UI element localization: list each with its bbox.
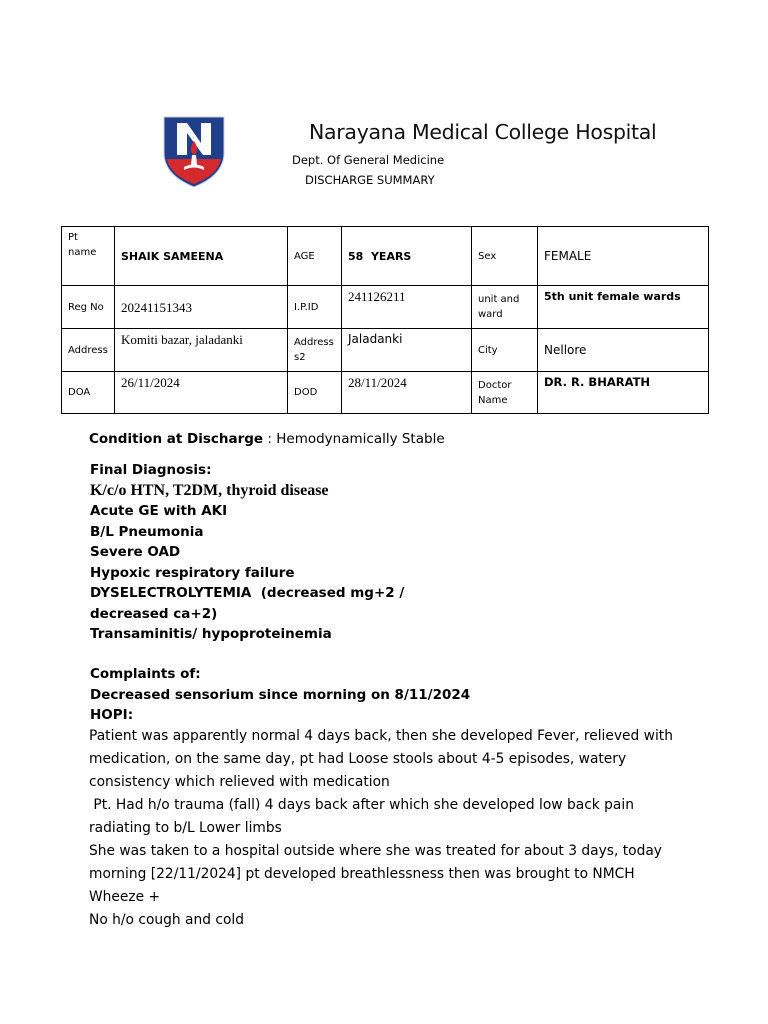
- hospital-name: Narayana Medical College Hospital: [309, 120, 657, 144]
- diagnosis-item: Transaminitis/ hypoproteinemia: [90, 626, 332, 642]
- reg-no-value: 20241151343: [115, 286, 288, 329]
- diagnosis-item: B/L Pneumonia: [90, 523, 204, 540]
- hopi-paragraph: Patient was apparently normal 4 days back, then she developed Fever, relieved with medication, on the same day, pt had Loose stools about 4-5 episodes, watery consistency which relieved with medication: [89, 728, 673, 790]
- patient-info-table: [61, 226, 709, 414]
- dod-label: DOD: [288, 372, 342, 414]
- unit-ward-label: unit and ward: [472, 286, 538, 329]
- doctor-value: DR. R. BHARATH: [538, 372, 709, 414]
- unit-ward-value: 5th unit female wards: [538, 286, 709, 329]
- diagnosis-item: Hypoxic respiratory failure: [90, 564, 295, 581]
- hospital-logo: [162, 115, 226, 189]
- doctor-label: Doctor Name: [472, 372, 538, 414]
- city-label: City: [472, 329, 538, 372]
- document-type: DISCHARGE SUMMARY: [305, 173, 435, 187]
- diagnosis-item: Severe OAD: [90, 544, 181, 560]
- hopi-paragraph: Wheeze +: [89, 889, 161, 905]
- address-value: Komiti bazar, jaladanki: [115, 329, 288, 372]
- doa-value: 26/11/2024: [115, 372, 288, 414]
- diagnosis-item: Acute GE with AKI: [90, 503, 228, 519]
- doa-label: DOA: [62, 372, 115, 414]
- hopi-paragraph: No h/o cough and cold: [89, 912, 244, 928]
- diagnosis-item: DYSELECTROLYTEMIA (decreased mg+2 / decreased ca+2): [90, 585, 410, 622]
- chief-complaint: Decreased sensorium since morning on 8/11/2024: [90, 686, 471, 703]
- address2-value: Jaladanki: [342, 329, 472, 372]
- hopi-paragraph: She was taken to a hospital outside where she was treated for about 3 days, today morning [22/11/2024] pt developed breathlessness then was brought to NMCH: [89, 843, 662, 882]
- pt-name-label: Pt name: [62, 227, 115, 286]
- dod-value: 28/11/2024: [342, 372, 472, 414]
- department-name: Dept. Of General Medicine: [292, 153, 445, 167]
- diagnosis-item: K/c/o HTN, T2DM, thyroid disease: [90, 481, 329, 499]
- city-value: Nellore: [538, 329, 709, 372]
- address-label: Address: [62, 329, 115, 372]
- complaints-heading: Complaints of:: [90, 666, 201, 682]
- final-diagnosis-section: [90, 460, 510, 645]
- condition-separator: :: [263, 431, 277, 447]
- sex-label: Sex: [472, 227, 538, 286]
- complaints-section: [90, 664, 690, 726]
- reg-no-label: Reg No: [62, 286, 115, 329]
- address2-label: Address s2: [288, 329, 342, 372]
- condition-label: Condition at Discharge: [89, 431, 264, 447]
- hopi-paragraph: Pt. Had h/o trauma (fall) 4 days back after which she developed low back pain radiating to b/L Lower limbs: [89, 797, 639, 836]
- sex-value: FEMALE: [538, 227, 709, 286]
- hopi-section: [89, 725, 689, 932]
- age-label: AGE: [288, 227, 342, 286]
- age-value: 58 YEARS: [342, 227, 472, 286]
- condition-at-discharge: [89, 431, 445, 447]
- pt-name-value: SHAIK SAMEENA: [115, 227, 288, 286]
- condition-value: Hemodynamically Stable: [276, 431, 445, 447]
- final-diagnosis-heading: Final Diagnosis:: [90, 462, 212, 478]
- hopi-heading: HOPI:: [90, 707, 134, 723]
- ipid-value: 241126211: [342, 286, 472, 329]
- ipid-label: I.P.ID: [288, 286, 342, 329]
